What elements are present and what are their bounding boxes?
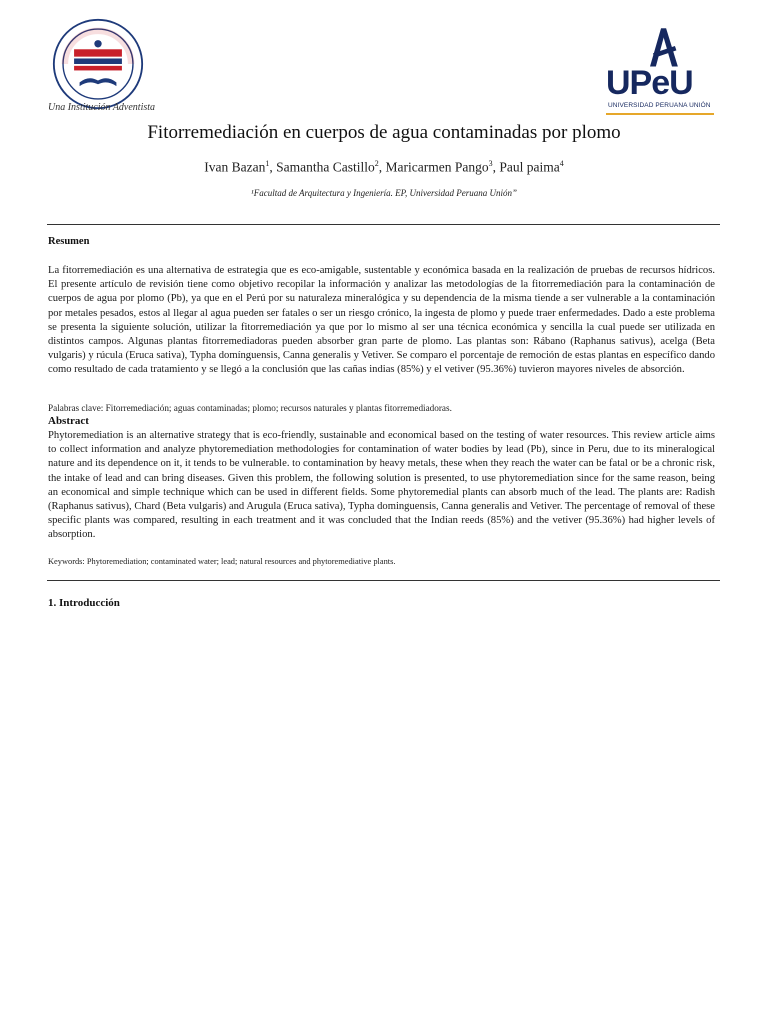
seal-motto: Una Institución Adventista xyxy=(48,102,156,113)
upeu-wordmark: UPeU xyxy=(606,64,693,102)
author-affiliation-marker: 3 xyxy=(488,159,493,168)
author-list xyxy=(0,159,768,176)
author-name: Samantha Castillo xyxy=(276,159,375,175)
universidad-peruana-union-seal-logo xyxy=(52,18,144,110)
paper-title: Fitorremediación en cuerpos de agua contaminadas por plomo xyxy=(147,122,621,143)
author-affiliation-marker: 2 xyxy=(374,159,379,168)
introduction-heading: 1. Introducción xyxy=(48,597,120,609)
upeu-a-mark-logo xyxy=(606,24,716,68)
author-name: Paul paima xyxy=(499,159,560,175)
abstract-body: Phytoremediation is an alternative strategy that is eco-friendly, sustainable and economical based on the testing of water resources. This review article aims to collect information and analyze phytoremediation methodologies for contamination of water bodies by lead (Pb), since in Peru, due to its mineralogical nature and its dependence on it, it tends to be vulnerable. to contamination by heavy metals, these when they reach the water can be fatal or be a chronic risk, the intake of lead and can bring diseases. Given this problem, the following solution is presented, to use phytoremediation since for the same reason, being an economical and simple technique which can be used in different fields. Some phytoremedial plants can absorb much of the lead. The plants are: Radish (Raphanus sativus), Chard (Beta vulgaris) and Arugula (Eruca sativa), Typha dominguensis, Canna generalis and Vetiver. The percentage of removal of these specific plants was compared, resulting in each treatment and it was concluded that the Indian reeds (85%) and the vetiver (95.36%) had higher levels of absorption. xyxy=(48,430,715,541)
keywords-english: Keywords: Phytoremediation; contaminated water; lead; natural resources and phytoremediative plants. xyxy=(48,557,396,566)
author-separator: , xyxy=(269,159,277,175)
author-name: Maricarmen Pango xyxy=(385,159,489,175)
resumen-heading: Resumen xyxy=(48,236,90,247)
header-divider xyxy=(47,224,720,225)
author-affiliation-marker: 1 xyxy=(265,159,270,168)
keywords-spanish: Palabras clave: Fitorremediación; aguas contaminadas; plomo; recursos naturales y plantas fitorremediadoras. xyxy=(48,403,452,413)
author-separator: , xyxy=(378,159,386,175)
abstract-heading: Abstract xyxy=(48,415,89,427)
author-name: Ivan Bazan xyxy=(204,159,266,175)
abstract-divider xyxy=(47,580,720,581)
upeu-subtitle: UNIVERSIDAD PERUANA UNIÓN xyxy=(608,102,711,109)
resumen-body: La fitorremediación es una alternativa de estrategia que es eco-amigable, sustentable y económica basada en la realización de pruebas de recursos hídricos. El presente artículo de revisión tiene como objetivo recopilar la información y analizar las metodologías de la fitorremediación para la contaminación de cuerpos de agua por plomo (Pb), ya que en el Perú por su naturaleza mineralógica y su dependencia de la misma tiende a ser vulnerable a la contaminación por metales pesados, estos al llegar al agua pueden ser fatales o ser un riesgo crónico, la ingesta de plomo y puede traer enfermedades. Dado a este problema se presenta la siguiente solución, utilizar la fitorremediación ya que por lo mismo al ser una técnica económica y sencilla la cual puede ser utilizada en distintos campos. Algunas plantas fitorremediadoras pueden absorber gran parte de plomo. Las plantas son: Rábano (Raphanus sativus), acelga (Beta vulgaris) y rúcula (Eruca sativa), Typha domínguensis, Canna generalis y Vetiver. Se comparo el porcentaje de remoción de estas plantas en específico dando como resultado de cada tratamiento y se llegó a la conclusión que las cañas indias (85%) y el vetiver (95.36%) tuvieron mayores niveles de absorción. xyxy=(48,265,715,376)
author-affiliation-marker: 4 xyxy=(559,159,564,168)
upeu-gold-underline xyxy=(606,113,714,115)
author-affiliation: ¹Facultad de Arquitectura y Ingeniería. EP, Universidad Peruana Unión” xyxy=(251,188,517,198)
author-separator: , xyxy=(492,159,500,175)
